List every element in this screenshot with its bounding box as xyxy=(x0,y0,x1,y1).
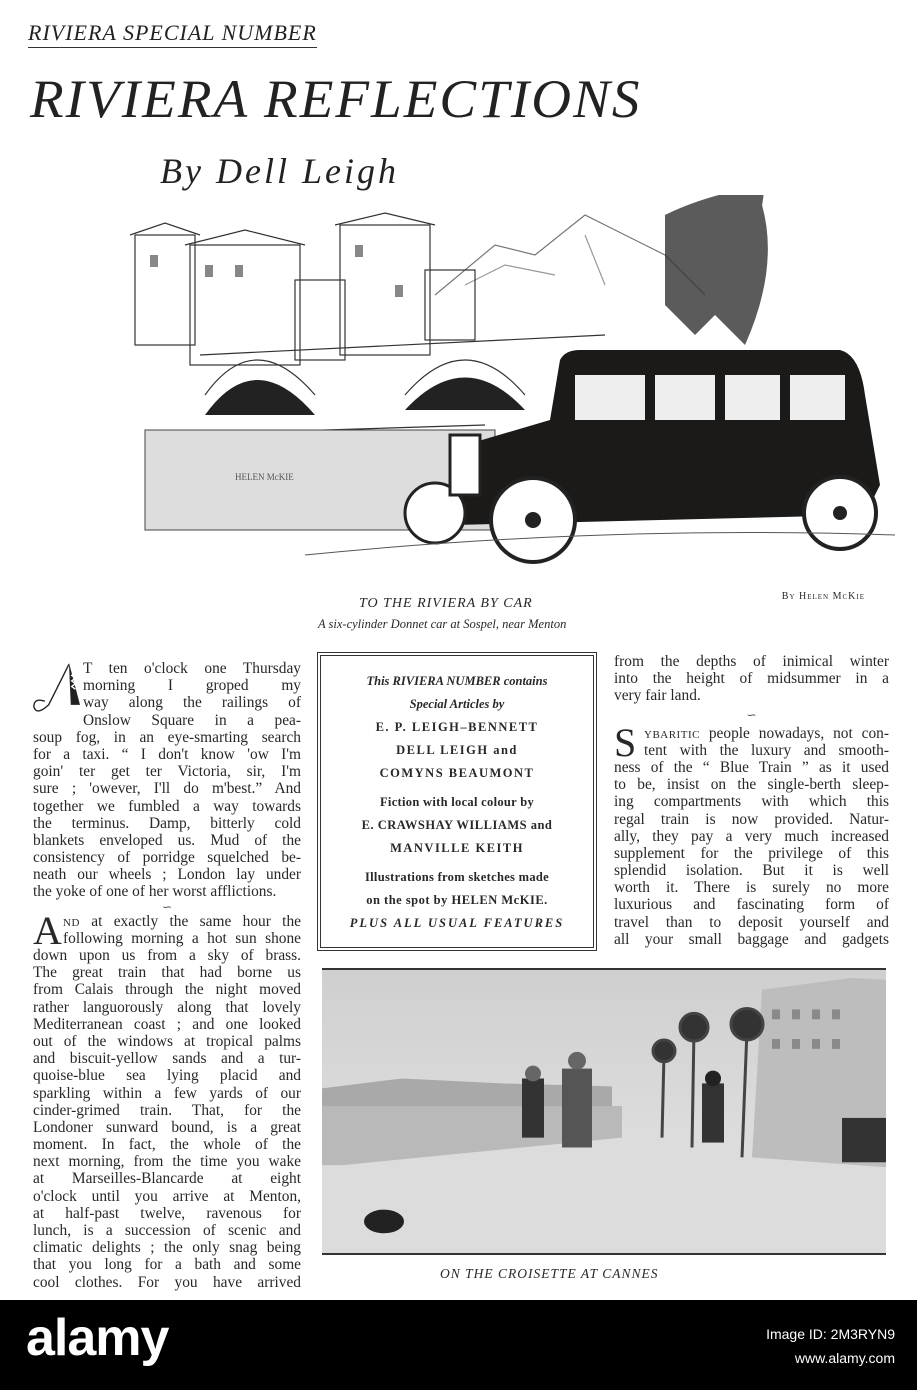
car-illustration xyxy=(105,195,895,595)
croisette-photo xyxy=(322,968,886,1255)
text-line: at Marseilles-Blancarde at eight xyxy=(33,1170,301,1188)
article-title: RIVIERA REFLECTIONS xyxy=(30,69,642,129)
text-line: soup fog, in an eye-smarting search xyxy=(33,728,301,746)
box-line: on the spot by HELEN McKIE. xyxy=(366,893,548,907)
illustration-subcaption: A six-cylinder Donnet car at Sospel, near Menton xyxy=(318,617,567,631)
box-line: Fiction with local colour by xyxy=(380,795,534,809)
text-line: down upon us from a sky of brass. xyxy=(33,947,301,964)
text-line: from the depths of inimical winter xyxy=(614,653,889,670)
paragraph-4 xyxy=(614,719,889,948)
text-line: from Calais through the night moved xyxy=(33,981,301,999)
text-line: splendid isolation. But it is well xyxy=(614,862,889,880)
text-line: Mediterranean coast ; and one looked xyxy=(33,1015,301,1033)
text-line: neath our wheels ; London lay under xyxy=(33,866,301,884)
text-line: regal train is now provided. Natur- xyxy=(614,810,889,828)
text-line: and biscuit-yellow sands and a tur- xyxy=(33,1050,301,1068)
drop-cap: S xyxy=(614,719,637,765)
box-line: E. P. LEIGH–BENNETT xyxy=(375,720,539,734)
section-kicker: RIVIERA SPECIAL NUMBER xyxy=(28,20,317,48)
text-line: cool clothes. For you have arrived xyxy=(33,1273,301,1291)
text-line: moment. In fact, the whole of the xyxy=(33,1136,301,1154)
illustration-caption: TO THE RIVIERA BY CAR xyxy=(359,596,533,611)
box-line: COMYNS BEAUMONT xyxy=(379,766,535,780)
text-line: luxurious and fascinating form of xyxy=(614,896,889,914)
small-caps: ND xyxy=(63,916,80,929)
box-line: DELL LEIGH and xyxy=(396,743,518,757)
artist-signature: HELEN McKIE xyxy=(235,472,294,482)
text-line: YBARITIC people nowadays, not con- xyxy=(644,724,889,742)
box-line: MANVILLE KEITH xyxy=(390,841,524,855)
text-line: to be, insist on the single-berth sleep- xyxy=(614,776,889,794)
text-line: quoise-blue sea lying placid and xyxy=(33,1067,301,1085)
paragraph-3 xyxy=(614,653,889,705)
paragraph-1 xyxy=(33,660,301,901)
text-line: the terminus. Damp, bitterly cold xyxy=(33,814,301,832)
text-line: consistency of porridge squelched be- xyxy=(33,849,301,867)
text-line: lunch, is a succession of scenic and xyxy=(33,1222,301,1239)
illustration-credit: By Helen McKie xyxy=(781,591,865,602)
text-line: into the height of midsummer in a xyxy=(614,670,889,688)
text-line: sparkling within a few yards of our xyxy=(33,1084,301,1102)
alamy-logo: alamy xyxy=(26,1309,169,1367)
watermark-url: www.alamy.com xyxy=(794,1350,895,1366)
text-line: Onslow Square in a pea- xyxy=(83,711,301,729)
text-line: supplement for the privilege of this xyxy=(614,844,889,862)
text-line: T ten o'clock one Thursday xyxy=(83,660,301,677)
text-line: worth it. There is surely no more xyxy=(614,879,889,897)
watermark-bar xyxy=(0,1300,917,1390)
text-line: way along the railings of xyxy=(83,694,301,712)
column-right xyxy=(614,653,889,948)
paragraph-2 xyxy=(33,907,301,1291)
text-line: following morning a hot sun shone xyxy=(63,929,301,947)
text-line: very fair land. xyxy=(614,687,701,705)
text-line: ness of the “ Blue Train ” as it used xyxy=(614,758,889,776)
column-left xyxy=(33,660,301,1291)
text-line: cinder-grimed train. That, for the xyxy=(33,1101,301,1119)
box-line: Special Articles by xyxy=(409,697,505,711)
text-line: for a taxi. “ I don't know 'ow I'm xyxy=(33,745,301,763)
text-line: travel than to deposit yourself and xyxy=(614,913,889,931)
ornament: ∽ xyxy=(161,899,173,914)
text-line: out of the windows at tropical palms xyxy=(33,1032,301,1050)
text-line: ing compartments with which this xyxy=(614,793,889,811)
text-line: morning I groped my xyxy=(83,677,301,695)
text-line: tent with the luxury and smooth- xyxy=(644,741,889,759)
text-line: o'clock until you arrive at Menton, xyxy=(33,1187,301,1205)
text-line: all your small baggage and gadgets xyxy=(614,930,889,948)
box-line: PLUS ALL USUAL FEATURES xyxy=(349,916,565,930)
box-line: E. CRAWSHAY WILLIAMS and xyxy=(361,818,553,832)
photo-caption: ON THE CROISETTE AT CANNES xyxy=(440,1266,659,1281)
small-caps: YBARITIC xyxy=(644,728,700,741)
text-line: ally, they pay a very much increased xyxy=(614,827,889,845)
text-line: that you long for a bath and some xyxy=(33,1256,301,1274)
ornament: ∽ xyxy=(746,707,757,722)
text-line: blankets enveloped us. Mud of the xyxy=(33,831,301,849)
text-line: sure ; 'owever, I'll do m'best.” And xyxy=(33,780,301,798)
text-line: The great train that had borne us xyxy=(33,964,301,982)
box-line: Illustrations from sketches made xyxy=(364,870,549,884)
drop-cap: A xyxy=(33,907,62,953)
text-line: ND at exactly the same hour the xyxy=(63,912,301,930)
text-line: next morning, from the time you wake xyxy=(33,1153,301,1171)
text-line: together we fumbled a way towards xyxy=(33,797,301,815)
text-line: rather languorously along that lovely xyxy=(33,998,301,1016)
text-line: goin' ter get ter Victoria, sir, I'm xyxy=(33,763,301,781)
text-line: Londoner sunward bound, is a great xyxy=(33,1118,301,1136)
text-line: the yoke of one of her worst afflictions. xyxy=(33,883,277,901)
text-line: at half-past twelve, ravenous for xyxy=(33,1204,301,1222)
box-line: This RIVIERA NUMBER contains xyxy=(366,674,548,688)
image-id: Image ID: 2M3RYN9 xyxy=(766,1326,895,1342)
text-line: climatic delights ; the only snag being xyxy=(33,1239,301,1257)
contents-box xyxy=(320,655,594,948)
byline: By Dell Leigh xyxy=(160,151,399,191)
